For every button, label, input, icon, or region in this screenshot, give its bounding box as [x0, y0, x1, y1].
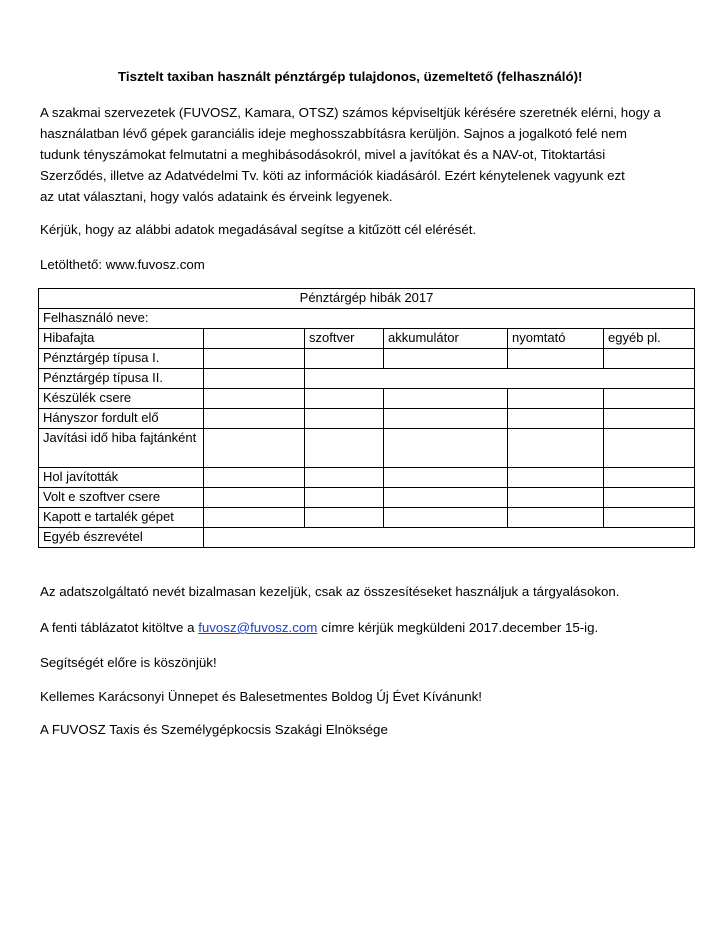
signature-text: A FUVOSZ Taxis és Személygépkocsis Szakági Elnöksége [40, 722, 388, 737]
input-cell[interactable] [384, 429, 508, 468]
input-cell[interactable] [508, 488, 604, 508]
input-cell[interactable] [604, 409, 695, 429]
download-text: Letölthető: www.fuvosz.com [40, 257, 205, 272]
row-label: Kapott e tartalék gépet [39, 508, 204, 528]
table-title-row [39, 289, 695, 309]
greeting-text: Kellemes Karácsonyi Ünnepet és Balesetmentes Boldog Új Évet Kívánunk! [40, 689, 482, 704]
input-cell[interactable] [204, 528, 695, 548]
input-cell[interactable] [604, 488, 695, 508]
confidential-text: Az adatszolgáltató nevét bizalmasan kezeljük, csak az összesítéseket használjuk a tárgyalásokon. [40, 584, 620, 599]
send-instructions [40, 617, 680, 638]
input-cell[interactable] [508, 508, 604, 528]
input-cell[interactable] [305, 389, 384, 409]
row-label: Volt e szoftver csere [39, 488, 204, 508]
row-label: Pénztárgép típusa II. [39, 369, 204, 389]
input-cell[interactable] [204, 488, 305, 508]
input-cell[interactable] [508, 349, 604, 369]
error-type-label: Hibafajta [39, 329, 204, 349]
table-row [39, 349, 695, 369]
request-text: Kérjük, hogy az alábbi adatok megadásával segítse a kitűzött cél elérését. [40, 222, 477, 237]
row-label: Pénztárgép típusa I. [39, 349, 204, 369]
send-text-before: A fenti táblázatot kitöltve a [40, 620, 199, 635]
error-type-header: akkumulátor [384, 329, 508, 349]
input-cell[interactable] [604, 468, 695, 488]
table-row [39, 528, 695, 548]
intro-paragraph [40, 102, 680, 207]
error-type-header: szoftver [305, 329, 384, 349]
input-cell[interactable] [604, 389, 695, 409]
error-type-header: nyomtató [508, 329, 604, 349]
error-type-row [39, 329, 695, 349]
input-cell[interactable] [204, 349, 305, 369]
user-name-row [39, 309, 695, 329]
input-cell[interactable] [305, 349, 384, 369]
input-cell[interactable] [604, 429, 695, 468]
table-row [39, 508, 695, 528]
input-cell[interactable] [305, 488, 384, 508]
email-link[interactable]: fuvosz@fuvosz.com [198, 620, 318, 635]
row-label: Egyéb észrevétel [39, 528, 204, 548]
row-label: Hányszor fordult elő [39, 409, 204, 429]
input-cell[interactable] [204, 369, 305, 389]
input-cell[interactable] [305, 508, 384, 528]
intro-line: az utat választani, hogy valós adataink és érveink legyenek. [40, 189, 393, 204]
row-label: Hol javították [39, 468, 204, 488]
intro-line: tudunk tényszámokat felmutatni a meghibásodásokról, mivel a javítókat és a NAV-ot, Titoktartási [40, 147, 606, 162]
send-text-after: címre kérjük megküldeni 2017.december 15-ig. [317, 620, 599, 635]
intro-line: A szakmai szervezetek (FUVOSZ, Kamara, OTSZ) számos képviseltjük kérésére szeretnék elérni, hogy a [40, 105, 661, 120]
input-cell[interactable] [204, 389, 305, 409]
input-cell[interactable] [204, 508, 305, 528]
letter-heading: Tisztelt taxiban használt pénztárgép tulajdonos, üzemeltető (felhasználó)! [118, 69, 583, 84]
error-report-table [38, 288, 695, 548]
input-cell[interactable] [204, 429, 305, 468]
input-cell[interactable] [384, 409, 508, 429]
table-row [39, 488, 695, 508]
input-cell[interactable] [384, 508, 508, 528]
input-cell[interactable] [508, 409, 604, 429]
input-cell[interactable] [305, 429, 384, 468]
input-cell[interactable] [508, 429, 604, 468]
user-name-field[interactable]: Felhasználó neve: [39, 309, 695, 329]
intro-line: Szerződés, illetve az Adatvédelmi Tv. köti az információk kiadásáról. Ezért kénytelenek vagyunk ezt [40, 168, 625, 183]
row-label: Javítási idő hiba fajtánként [39, 429, 204, 468]
input-cell[interactable] [305, 369, 695, 389]
row-label: Készülék csere [39, 389, 204, 409]
table-row [39, 369, 695, 389]
input-cell[interactable] [204, 468, 305, 488]
input-cell[interactable] [604, 508, 695, 528]
input-cell[interactable] [204, 329, 305, 349]
input-cell[interactable] [384, 468, 508, 488]
intro-line: használatban lévő gépek garanciális ideje meghosszabbításra kerüljön. Sajnos a jogalkotó felé nem [40, 126, 627, 141]
input-cell[interactable] [384, 349, 508, 369]
table-title: Pénztárgép hibák 2017 [39, 289, 695, 309]
thanks-text: Segítségét előre is köszönjük! [40, 655, 217, 670]
table-row [39, 389, 695, 409]
input-cell[interactable] [384, 488, 508, 508]
error-type-header: egyéb pl. [604, 329, 695, 349]
input-cell[interactable] [508, 468, 604, 488]
input-cell[interactable] [305, 409, 384, 429]
table-row [39, 409, 695, 429]
input-cell[interactable] [305, 468, 384, 488]
input-cell[interactable] [384, 389, 508, 409]
table-row [39, 468, 695, 488]
table-row [39, 429, 695, 468]
input-cell[interactable] [508, 389, 604, 409]
input-cell[interactable] [204, 409, 305, 429]
input-cell[interactable] [604, 349, 695, 369]
